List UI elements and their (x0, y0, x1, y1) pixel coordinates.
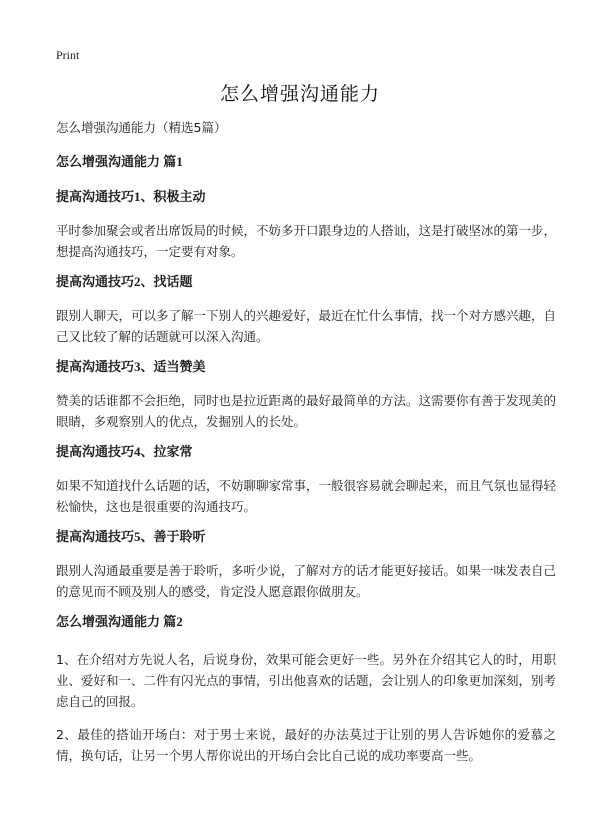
tip-5-heading: 提高沟通技巧5、善于聆听 (56, 529, 206, 544)
document-body (56, 120, 556, 778)
tip-2-heading: 提高沟通技巧2、找话题 (56, 274, 193, 289)
tip-5-text: 跟别人沟通最重要是善于聆听，多听少说，了解对方的话才能更好接话。如果一味发表自己的意见而不顾及别人的感受，肯定没人愿意跟你做朋友。 (56, 563, 557, 599)
print-link[interactable]: Print (56, 48, 80, 62)
section-2-paragraph-1: 1、在介绍对方先说人名，后说身份，效果可能会更好一些。另外在介绍其它人的时，用职业、爱好和一、二件有闪光点的事情，引出他喜欢的话题，会让别人的印象更加深刻，别考虑自己的回报。 (56, 652, 557, 709)
section-2-paragraph-2: 2、最佳的搭讪开场白：对于男士来说，最好的办法莫过于让别的男人告诉她你的爱慕之情，换句话，让另一个男人帮你说出的开场白会比自己说的成功率要高一些。 (56, 727, 556, 763)
tip-4-text: 如果不知道找什么话题的话，不妨聊聊家常事，一般很容易就会聊起来，而且气氛也显得轻松愉快，这也是很重要的沟通技巧。 (56, 478, 557, 514)
section-2-heading: 怎么增强沟通能力 篇2 (56, 614, 183, 629)
tip-1-text: 平时参加聚会或者出席饭局的时候，不妨多开口跟身边的人搭讪，这是打破坚冰的第一步，想提高沟通技巧，一定要有对象。 (56, 223, 557, 259)
document-subtitle: 怎么增强沟通能力（精选5篇） (56, 120, 227, 135)
tip-1-heading: 提高沟通技巧1、积极主动 (56, 189, 206, 204)
tip-2-text: 跟别人聊天，可以多了解一下别人的兴趣爱好，最近在忙什么事情，找一个对方感兴趣，自己又比较了解的话题就可以深入沟通。 (56, 308, 557, 344)
tip-4-heading: 提高沟通技巧4、拉家常 (56, 444, 193, 459)
tip-3-heading: 提高沟通技巧3、适当赞美 (56, 359, 206, 374)
tip-3-text: 赞美的话谁都不会拒绝，同时也是拉近距离的最好最简单的方法。这需要你有善于发现美的眼睛，多观察别人的优点，发掘别人的长处。 (56, 393, 557, 429)
page-title: 怎么增强沟通能力 (219, 83, 380, 105)
section-1-heading: 怎么增强沟通能力 篇1 (56, 154, 183, 169)
